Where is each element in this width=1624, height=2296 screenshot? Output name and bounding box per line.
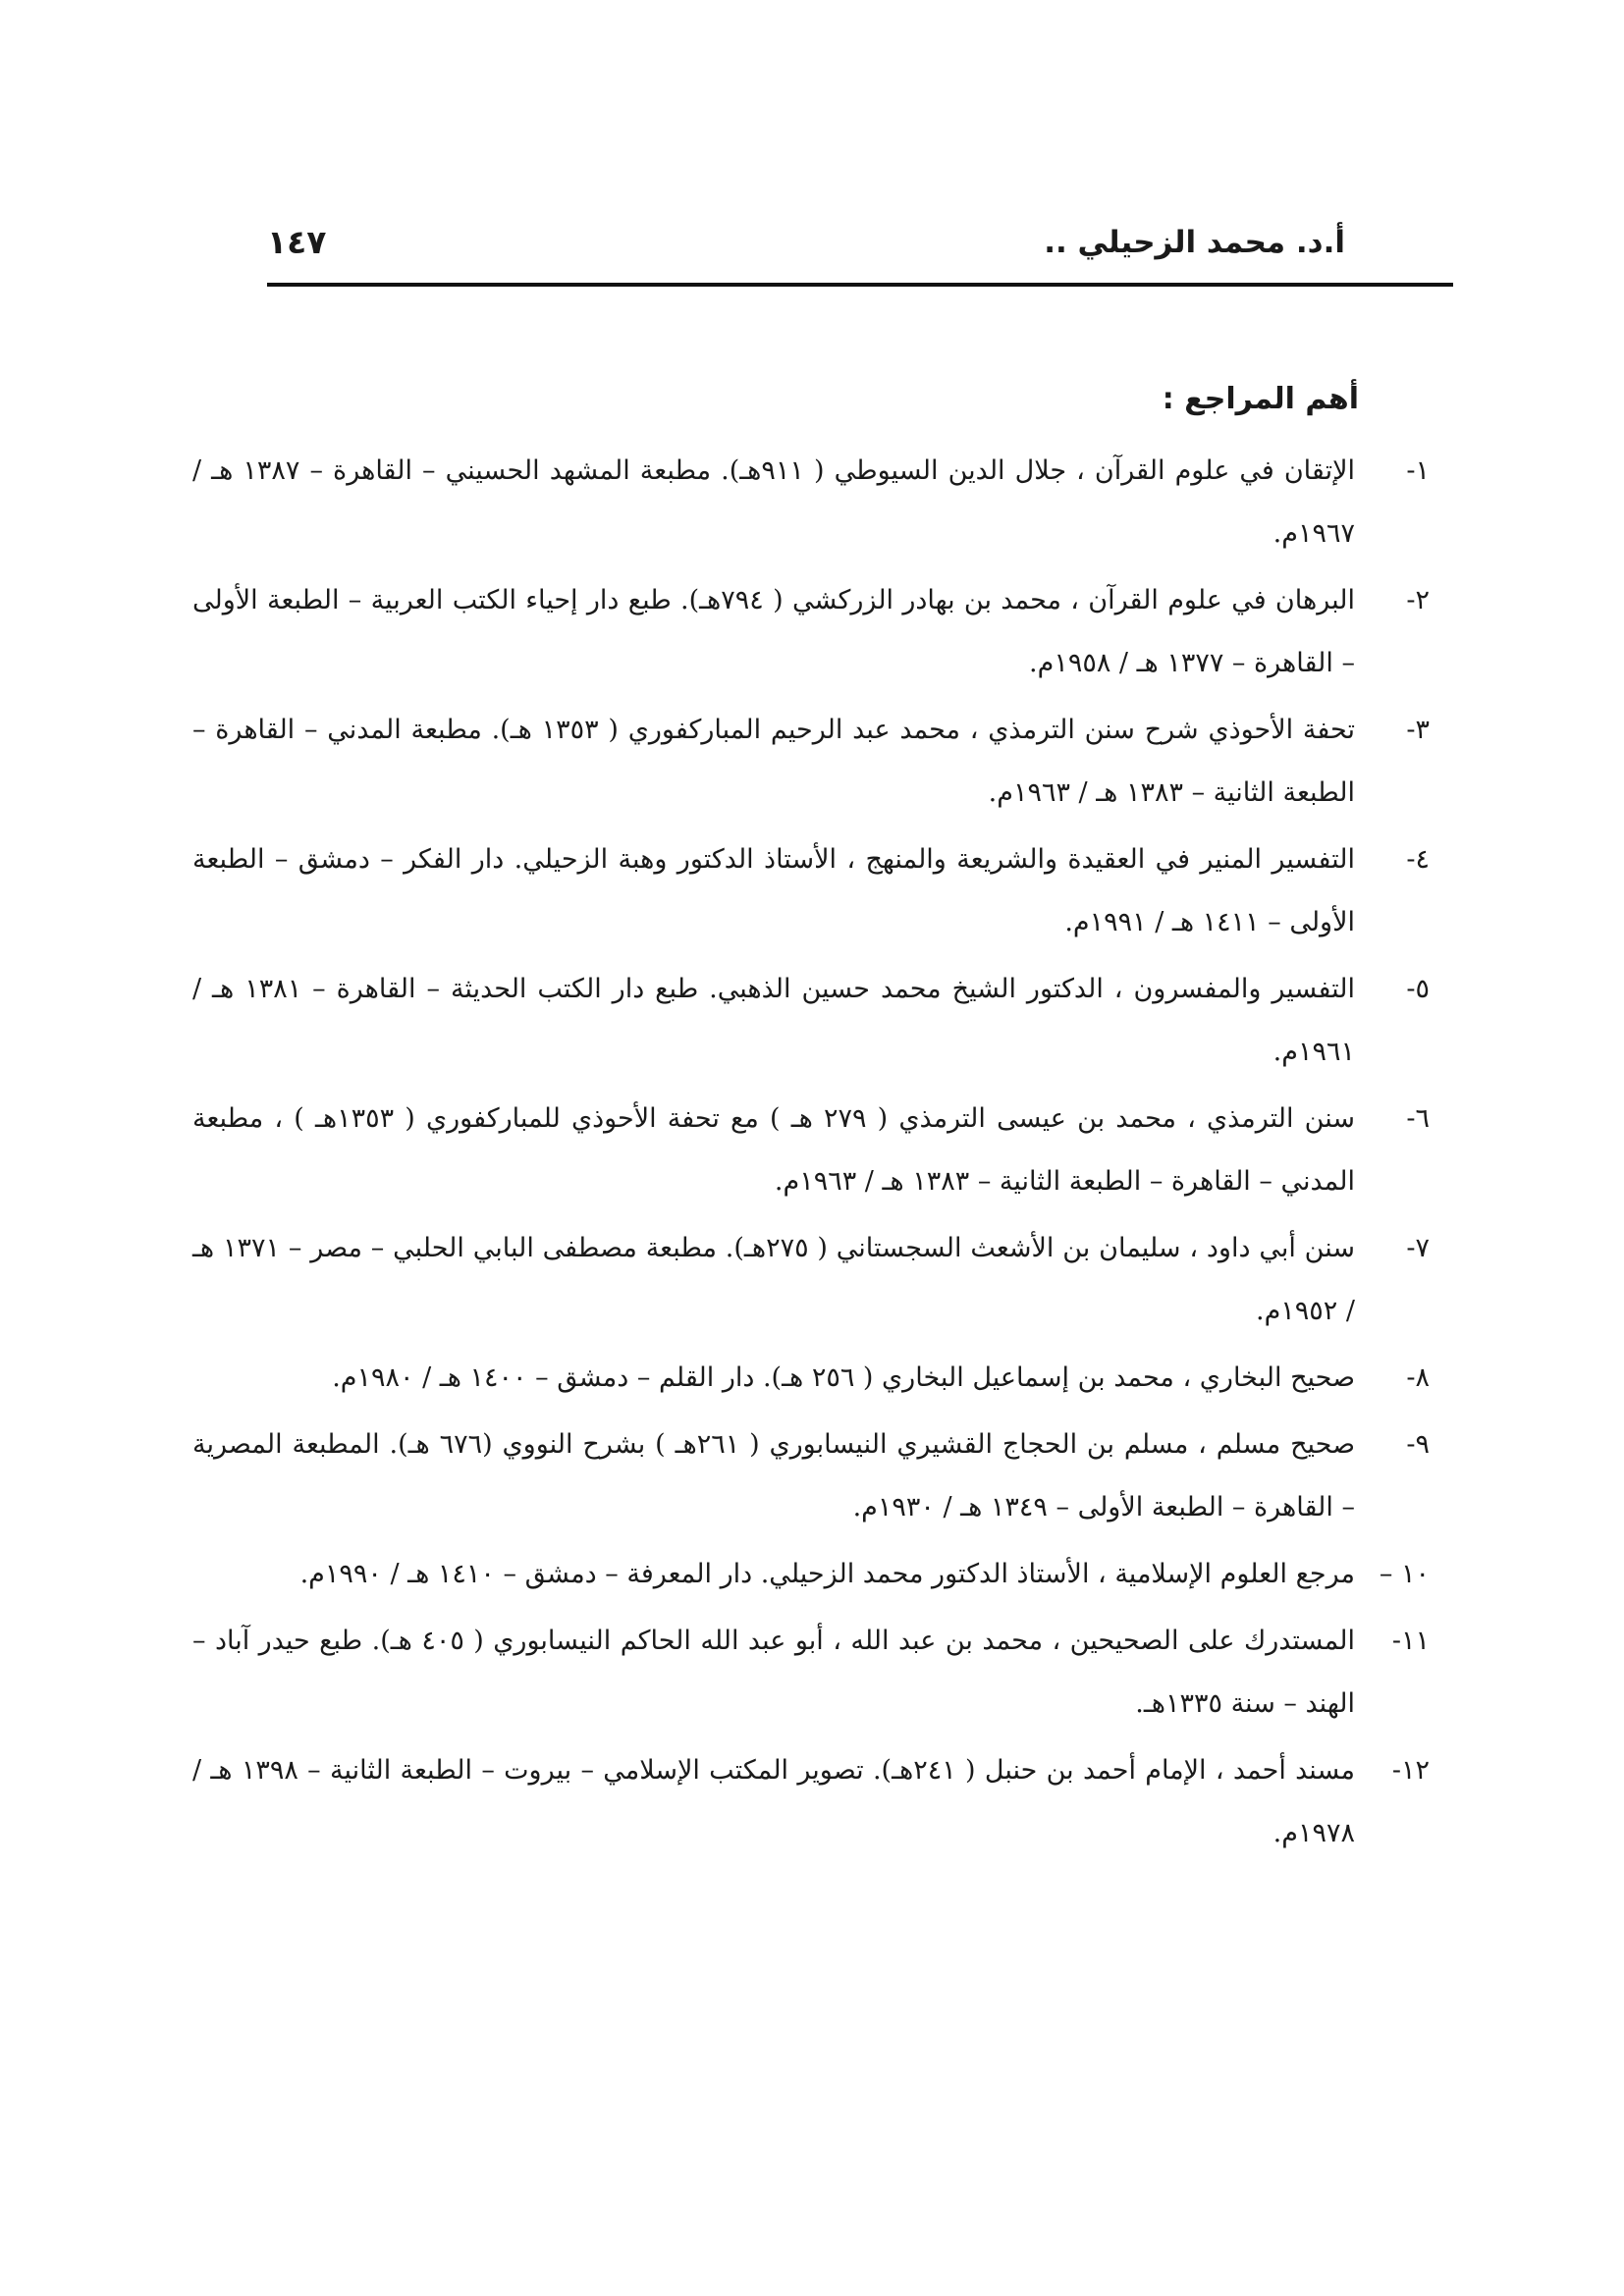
reference-text: صحيح البخاري ، محمد بن إسماعيل البخاري ( ٢٥٦ هـ). دار القلم – دمشق – ١٤٠٠ هـ / ١٩٨٠م.: [332, 1362, 1355, 1393]
reference-item: [192, 699, 1430, 825]
reference-item: [192, 958, 1430, 1084]
reference-item: [192, 1347, 1430, 1410]
reference-item: [192, 1543, 1430, 1606]
references-list: [192, 440, 1430, 1869]
header-author: أ.د. محمد الزحيلي ..: [1044, 225, 1345, 260]
reference-text: المستدرك على الصحيحين ، محمد بن عبد الله ، أبو عبد الله الحاكم النيسابوري ( ٤٠٥ هـ). طبع حيدر آباد – الهند – سنة ١٣٣٥هـ.: [192, 1626, 1355, 1719]
reference-number: ٤-: [1406, 844, 1430, 875]
running-header: [267, 218, 1453, 267]
reference-number: ١-: [1406, 455, 1430, 486]
reference-text: التفسير والمفسرون ، الدكتور الشيخ محمد حسين الذهبي. طبع دار الكتب الحديثة – القاهرة – ١٣٨١ هـ / ١٩٦١م.: [192, 974, 1355, 1067]
section-heading: أهم المراجع :: [1162, 382, 1359, 416]
reference-text: الإتقان في علوم القرآن ، جلال الدين السيوطي ( ٩١١هـ). مطبعة المشهد الحسيني – القاهرة – ١٣٨٧ هـ / ١٩٦٧م.: [192, 455, 1355, 549]
reference-item: [192, 569, 1430, 695]
reference-number: ٦-: [1406, 1103, 1430, 1134]
reference-item: [192, 1217, 1430, 1343]
reference-item: [192, 1088, 1430, 1213]
reference-text: صحيح مسلم ، مسلم بن الحجاج القشيري النيسابوري ( ٢٦١هـ ) بشرح النووي (٦٧٦ هـ). المطبعة المصرية – القاهرة – الطبعة الأولى – ١٣٤٩ هـ / ١٩٣٠م.: [192, 1429, 1355, 1522]
reference-text: تحفة الأحوذي شرح سنن الترمذي ، محمد عبد الرحيم المباركفوري ( ١٣٥٣ هـ). مطبعة المدني – القاهرة – الطبعة الثانية – ١٣٨٣ هـ / ١٩٦٣م.: [192, 715, 1355, 808]
reference-number: ٣-: [1406, 715, 1430, 745]
header-divider: [267, 283, 1453, 287]
reference-item: [192, 1414, 1430, 1539]
reference-number: ١١-: [1391, 1626, 1430, 1656]
reference-number: ١٢-: [1391, 1755, 1430, 1786]
reference-item: [192, 1610, 1430, 1735]
reference-text: مرجع العلوم الإسلامية ، الأستاذ الدكتور محمد الزحيلي. دار المعرفة – دمشق – ١٤١٠ هـ / ١٩٩٠م.: [299, 1559, 1355, 1589]
reference-number: ٩-: [1406, 1429, 1430, 1460]
reference-number: ١٠ –: [1379, 1559, 1430, 1589]
reference-number: ٢-: [1406, 585, 1430, 615]
reference-number: ٥-: [1406, 974, 1430, 1004]
reference-text: سنن الترمذي ، محمد بن عيسى الترمذي ( ٢٧٩ هـ ) مع تحفة الأحوذي للمباركفوري ( ١٣٥٣هـ ) ، مطبعة المدني – القاهرة – الطبعة الثانية – ١٣٨٣ هـ / ١٩٦٣م.: [192, 1103, 1356, 1197]
reference-item: [192, 440, 1430, 565]
reference-text: البرهان في علوم القرآن ، محمد بن بهادر الزركشي ( ٧٩٤هـ). طبع دار إحياء الكتب العربية – الطبعة الأولى – القاهرة – ١٣٧٧ هـ / ١٩٥٨م.: [192, 585, 1355, 678]
page-number: ١٤٧: [267, 223, 327, 261]
reference-text: مسند أحمد ، الإمام أحمد بن حنبل ( ٢٤١هـ). تصوير المكتب الإسلامي – بيروت – الطبعة الثانية – ١٣٩٨ هـ / ١٩٧٨م.: [192, 1755, 1356, 1848]
reference-number: ٧-: [1406, 1233, 1430, 1263]
reference-item: [192, 828, 1430, 954]
reference-number: ٨-: [1406, 1362, 1430, 1393]
reference-item: [192, 1739, 1430, 1865]
reference-text: سنن أبي داود ، سليمان بن الأشعث السجستاني ( ٢٧٥هـ). مطبعة مصطفى البابي الحلبي – مصر – ١٣٧١ هـ / ١٩٥٢م.: [192, 1233, 1356, 1326]
reference-text: التفسير المنير في العقيدة والشريعة والمنهج ، الأستاذ الدكتور وهبة الزحيلي. دار الفكر – دمشق – الطبعة الأولى – ١٤١١ هـ / ١٩٩١م.: [192, 844, 1355, 937]
